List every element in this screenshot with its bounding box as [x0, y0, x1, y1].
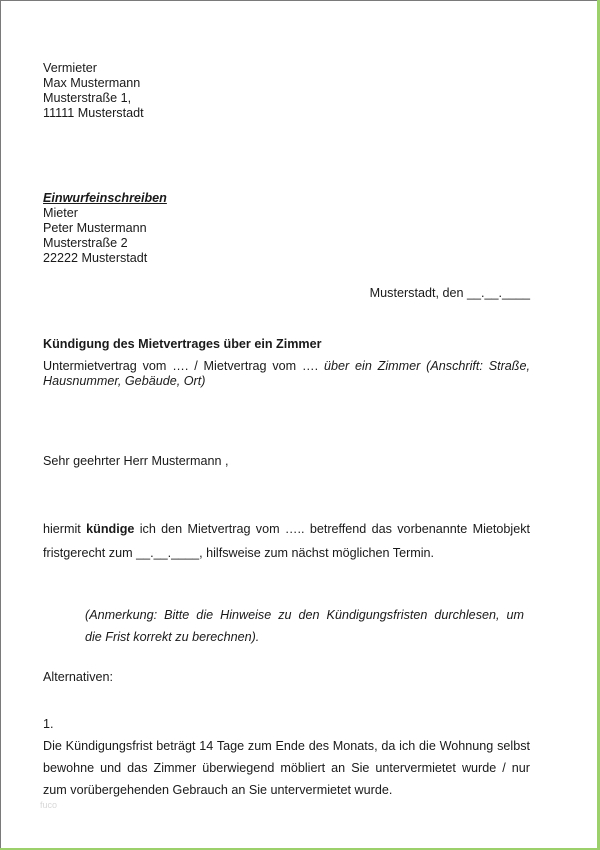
salutation-block: [43, 454, 530, 469]
contract-ref-prefix: Untermietvertrag vom …. / Mietvertrag vom ….: [43, 359, 319, 373]
body-line-1: [43, 517, 530, 541]
landlord-address: [43, 61, 530, 121]
tenant-address: [43, 191, 530, 266]
tenant-role: Mieter: [43, 206, 78, 220]
note-block: [85, 604, 524, 648]
note-line-1: (Anmerkung: Bitte die Hinweise zu den Kündigungsfristen durchlesen, um: [85, 608, 524, 622]
alt1-line-2: bewohne und das Zimmer überwiegend möbliert an Sie untervermietet wurde / nur: [43, 761, 530, 775]
subject: Kündigung des Mietvertrages über ein Zimmer: [43, 337, 322, 351]
subject-block: [43, 337, 530, 352]
alt1-line-1: Die Kündigungsfrist beträgt 14 Tage zum Ende des Monats, da ich die Wohnung selbst: [43, 739, 530, 753]
landlord-name: Max Mustermann: [43, 76, 141, 90]
date-text: Musterstadt, den __.__.____: [369, 286, 530, 300]
body-l1-pre: hiermit: [43, 522, 81, 536]
landlord-role: Vermieter: [43, 61, 97, 75]
body-paragraph: [43, 517, 530, 565]
alt1-line-3: zum vorübergehenden Gebrauch an Sie untervermietet wurde.: [43, 783, 393, 797]
note-line-2: die Frist korrekt zu berechnen).: [85, 630, 260, 644]
contract-ref-italic: über ein Zimmer (Anschrift: Straße,: [323, 359, 531, 373]
tenant-name: Peter Mustermann: [43, 221, 147, 235]
salutation: Sehr geehrter Herr Mustermann ,: [43, 454, 229, 468]
landlord-street: Musterstraße 1,: [43, 91, 132, 105]
alternatives-heading: Alternativen:: [43, 670, 114, 684]
contract-ref-line-1: [43, 359, 530, 374]
contract-ref-line-2: Hausnummer, Gebäude, Ort): [43, 374, 206, 388]
tenant-street: Musterstraße 2: [43, 236, 128, 250]
date-line: [43, 286, 530, 301]
watermark-text: fuco: [40, 800, 58, 810]
contract-reference: [43, 359, 530, 389]
body-line-2: fristgerecht zum __.__.____, hilfsweise zum nächst möglichen Termin.: [43, 546, 435, 560]
alternative-1: [43, 713, 530, 801]
alternatives-block: [43, 670, 530, 685]
tenant-city: 22222 Musterstadt: [43, 251, 148, 265]
body-l1-post: ich den Mietvertrag vom ….. betreffend das vorbenannte Mietobjekt: [139, 522, 531, 536]
delivery-method: Einwurfeinschreiben: [43, 191, 167, 205]
body-l1-bold: kündige: [86, 522, 135, 536]
landlord-city: 11111 Musterstadt: [43, 106, 144, 120]
alt1-number: 1.: [43, 717, 54, 731]
